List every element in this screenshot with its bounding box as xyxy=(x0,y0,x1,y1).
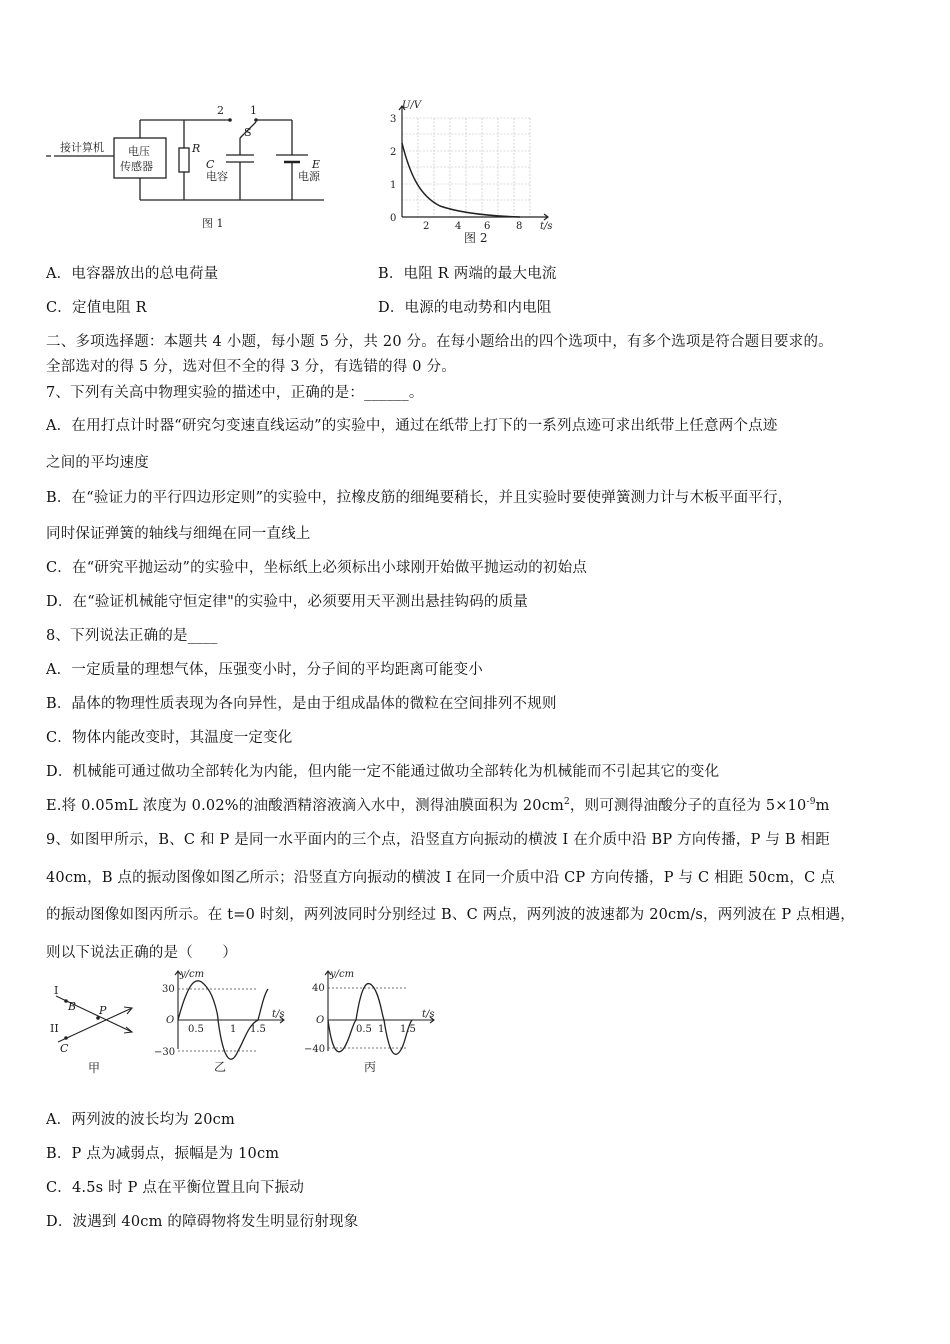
q9-option-c: C．4.5s 时 P 点在平衡位置且向下振动 xyxy=(46,1180,305,1196)
fig2-xtick: 8 xyxy=(516,221,523,232)
sensor-label-2: 传感器 xyxy=(120,160,153,173)
q6-option-b: B．电阻 R 两端的最大电流 xyxy=(378,266,557,282)
discharge-curve xyxy=(402,143,520,217)
bing-origin: O xyxy=(316,1015,325,1026)
bing-ylabel: y/cm xyxy=(330,969,355,980)
wave-I-label: I xyxy=(54,984,59,997)
q9-option-b: B．P 点为减弱点，振幅是为 10cm xyxy=(46,1146,280,1162)
yi-top-tick: 30 xyxy=(162,984,175,995)
q8-option-c: C．物体内能改变时，其温度一定变化 xyxy=(46,730,293,746)
section-2-heading: 二、多项选择题：本题共 4 小题，每小题 5 分，共 20 分。在每小题给出的四个选项中，有多个选项是符合题目要求的。 xyxy=(46,334,833,350)
bing-bottom-tick: −40 xyxy=(304,1044,326,1055)
q9-option-a: A．两列波的波长均为 20cm xyxy=(46,1112,235,1128)
q6-option-c: C．定值电阻 R xyxy=(46,300,147,316)
q8-option-b: B．晶体的物理性质表现为各向异性，是由于组成晶体的微粒在空间排列不规则 xyxy=(46,696,557,712)
q9-stem-2: 40cm，B 点的振动图像如图乙所示；沿竖直方向振动的横波 I 在同一介质中沿 CP 方向传播，P 与 C 相距 50cm，C 点 xyxy=(46,870,835,886)
switch-S-label: S xyxy=(244,126,252,139)
vibration-curve-c xyxy=(328,984,412,1055)
q9-stem-4: 则以下说法正确的是（ ） xyxy=(46,945,238,961)
q7-option-c: C．在“研究平抛运动”的实验中，坐标纸上必须标出小球刚开始做平抛运动的初始点 xyxy=(46,560,588,576)
fig2-ytick: 2 xyxy=(390,147,397,158)
q8-option-e: E.将 0.05mL 浓度为 0.02%的油酸酒精溶液滴入水中，测得油膜面积为 $20cm^2$，则可测得油酸分子的直径为 $5\times 10^{-9}m$ xyxy=(46,797,830,814)
yi-ylabel: y/cm xyxy=(180,969,205,980)
bing-tick-1: 1 xyxy=(378,1024,385,1035)
computer-label: 接计算机 xyxy=(60,141,104,154)
q7-option-a: A．在用打点计时器“研究匀变速直线运动”的实验中，通过在纸带上打下的一系列点迹可求出纸带上任意两个点迹 xyxy=(46,418,778,434)
source-label: 电源 xyxy=(298,170,320,183)
sensor-label-1: 电压 xyxy=(128,145,150,158)
fig2-ytick: 1 xyxy=(390,180,397,191)
resistor-R-label: R xyxy=(192,142,201,155)
circuit-figure-1 xyxy=(44,100,334,235)
section-2-instructions: 全部选对的得 5 分，选对但不全的得 3 分，有选错的得 0 分。 xyxy=(46,359,456,375)
figure-bing-caption: 丙 xyxy=(364,1060,377,1074)
q7-option-a-cont: 之间的平均速度 xyxy=(46,455,149,471)
switch-pos-2: 2 xyxy=(217,104,224,117)
bing-tick-05: 0.5 xyxy=(356,1024,372,1035)
q7-option-b-cont: 同时保证弹簧的轴线与细绳在同一直线上 xyxy=(46,526,311,542)
point-C-label: C xyxy=(60,1042,69,1055)
source-E-label: E xyxy=(312,158,321,171)
fig2-xlabel: t/s xyxy=(540,221,553,232)
figure-1-caption: 图 1 xyxy=(202,217,224,230)
yi-bottom-tick: −30 xyxy=(154,1047,176,1058)
capacitor-label: 电容 xyxy=(206,170,228,183)
switch-pos-1: 1 xyxy=(250,104,257,117)
figure-2-caption: 图 2 xyxy=(464,231,488,245)
q9-stem-1: 9、如图甲所示，B、C 和 P 是同一水平面内的三个点，沿竖直方向振动的横波 I 在介质中沿 BP 方向传播，P 与 B 相距 xyxy=(46,832,830,848)
wave-direction-figure-jia xyxy=(44,978,144,1076)
q6-option-a: A．电容器放出的总电荷量 xyxy=(46,266,219,282)
q9-option-d: D．波遇到 40cm 的障碍物将发生明显衍射现象 xyxy=(46,1214,359,1230)
point-P-label: P xyxy=(99,1004,107,1017)
wave-II-label: II xyxy=(50,1022,59,1035)
q8-option-a: A．一定质量的理想气体，压强变小时，分子间的平均距离可能变小 xyxy=(46,662,483,678)
yi-tick-15: 1.5 xyxy=(250,1024,266,1035)
fig2-xtick: 4 xyxy=(455,221,462,232)
q8-stem: 8、下列说法正确的是____ xyxy=(46,628,218,644)
yi-origin: O xyxy=(166,1015,175,1026)
bing-tick-15: 1.5 xyxy=(400,1024,416,1035)
figure-yi-caption: 乙 xyxy=(214,1060,227,1074)
q9-stem-3: 的振动图像如图丙所示。在 t=0 时刻，两列波同时分别经过 B、C 两点，两列波的波速都为 20cm/s，两列波在 P 点相遇， xyxy=(46,907,855,923)
figure-jia-caption: 甲 xyxy=(88,1061,101,1075)
fig2-ylabel: U/V xyxy=(402,100,422,111)
yi-tick-05: 0.5 xyxy=(188,1024,204,1035)
q7-option-d: D．在“验证机械能守恒定律"的实验中，必须要用天平测出悬挂钩码的质量 xyxy=(46,594,529,610)
q7-option-b: B．在“验证力的平行四边形定则”的实验中，拉橡皮筋的细绳要稍长，并且实验时要使弹簧测力计与木板平面平行， xyxy=(46,490,793,506)
fig2-xtick: 6 xyxy=(484,221,491,232)
point-B-label: B xyxy=(68,1000,77,1013)
bing-top-tick: 40 xyxy=(312,983,325,994)
yi-xlabel: t/s xyxy=(272,1009,285,1020)
q7-stem: 7、下列有关高中物理实验的描述中，正确的是：______。 xyxy=(46,385,424,401)
vibration-graph-bing xyxy=(302,965,442,1077)
q6-option-d: D．电源的电动势和内电阻 xyxy=(378,300,552,316)
q8-option-d: D．机械能可通过做功全部转化为内能，但内能一定不能通过做功全部转化为机械能而不引起其它的变化 xyxy=(46,764,720,780)
yi-tick-1: 1 xyxy=(230,1024,237,1035)
bing-xlabel: t/s xyxy=(422,1009,435,1020)
fig2-ytick: 0 xyxy=(390,213,397,224)
fig2-ytick: 3 xyxy=(390,114,397,125)
capacitor-C-label: C xyxy=(206,158,215,171)
fig2-xtick: 2 xyxy=(423,221,430,232)
vibration-graph-yi xyxy=(152,965,292,1077)
discharge-curve-figure-2 xyxy=(380,100,560,248)
